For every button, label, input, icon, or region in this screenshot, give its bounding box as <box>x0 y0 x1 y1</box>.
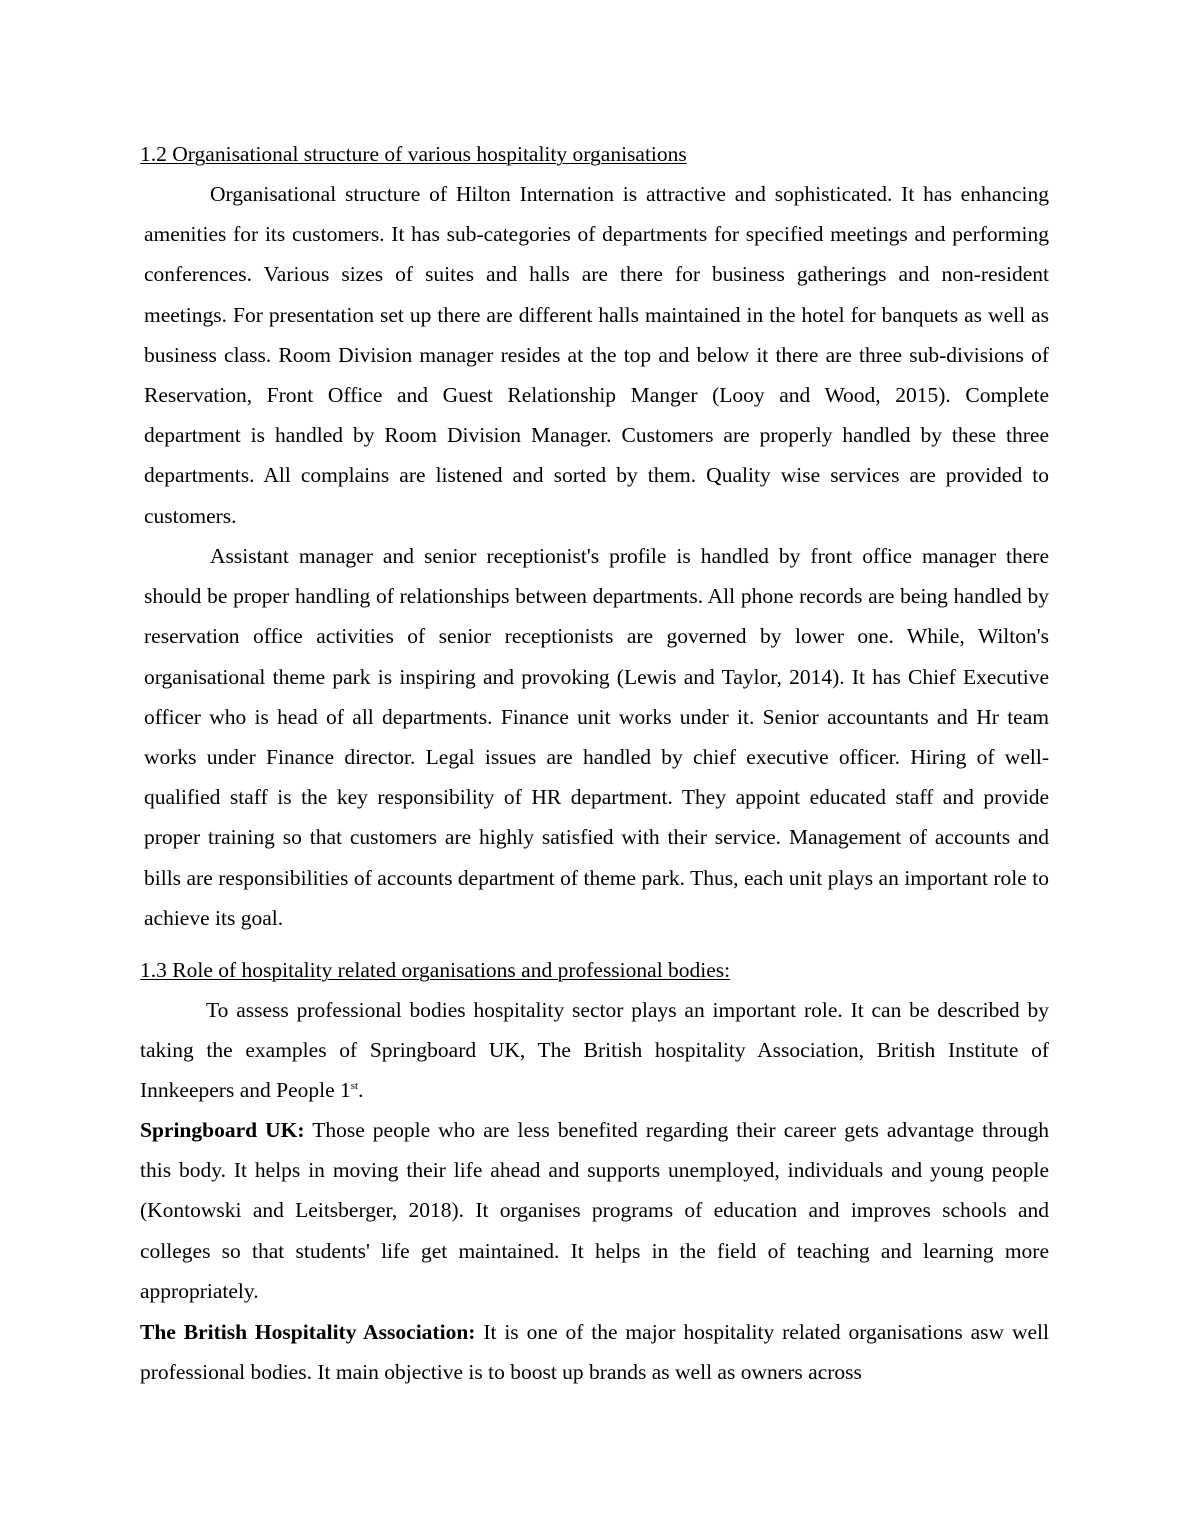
intro-text: To assess professional bodies hospitality sector plays an important role. It can be described by taking the examples of Springboard UK, The British hospitality Association, British Institute of Innkeepers and People 1 <box>140 998 1049 1103</box>
springboard-label: Springboard UK: <box>140 1118 305 1142</box>
bha-label: The British Hospitality Association: <box>140 1320 476 1344</box>
intro-end: . <box>358 1078 364 1103</box>
paragraph-hilton-structure: Organisational structure of Hilton Internation is attractive and sophisticated. It has enhancing amenities for its customers. It has sub-categories of departments for specified meetings and performing conferences. Various sizes of suites and halls are there for business gatherings and non-resident meetings. For presentation set up there are different halls maintained in the hotel for banquets as well as business class. Room Division manager resides at the top and below it there are three sub-divisions of Reservation, Front Office and Guest Relationship Manger (Looy and Wood, 2015). Complete department is handled by Room Division Manager. Customers are properly handled by these three departments. All complains are listened and sorted by them. Quality wise services are provided to customers. <box>144 182 1049 528</box>
paragraph-springboard <box>140 1110 1049 1311</box>
paragraph-professional-bodies-intro <box>140 990 1049 1111</box>
intro-superscript: st <box>350 1080 359 1093</box>
springboard-text: Those people who are less benefited regarding their career gets advantage through this body. It helps in moving their life ahead and supports unemployed, individuals and young people (Kontowski and Leitsberger, 2018). It organises programs of education and improves schools and colleges so that students' life get maintained. It helps in the field of teaching and learning more appropriately. <box>140 1118 1049 1303</box>
bha-text: It is one of the major hospitality related organisations asw well professional bodies. It main objective is to boost up brands as well as owners across <box>140 1320 1049 1385</box>
section-heading-1-3: 1.3 Role of hospitality related organisations and professional bodies: <box>140 958 731 982</box>
paragraph-british-hospitality-association <box>140 1312 1049 1392</box>
paragraph-front-office: Assistant manager and senior receptionist's profile is handled by front office manager there should be proper handling of relationships between departments. All phone records are being handled by reservation office activities of senior receptionists are governed by lower one. While, Wilton's organisational theme park is inspiring and provoking (Lewis and Taylor, 2014). It has Chief Executive officer who is head of all departments. Finance unit works under it. Senior accountants and Hr team works under Finance director. Legal issues are handled by chief executive officer. Hiring of well-qualified staff is the key responsibility of HR department. They appoint educated staff and provide proper training so that customers are highly satisfied with their service. Management of accounts and bills are responsibilities of accounts department of theme park. Thus, each unit plays an important role to achieve its goal. <box>144 544 1049 930</box>
section-heading-1-2: 1.2 Organisational structure of various hospitality organisations <box>140 142 687 166</box>
